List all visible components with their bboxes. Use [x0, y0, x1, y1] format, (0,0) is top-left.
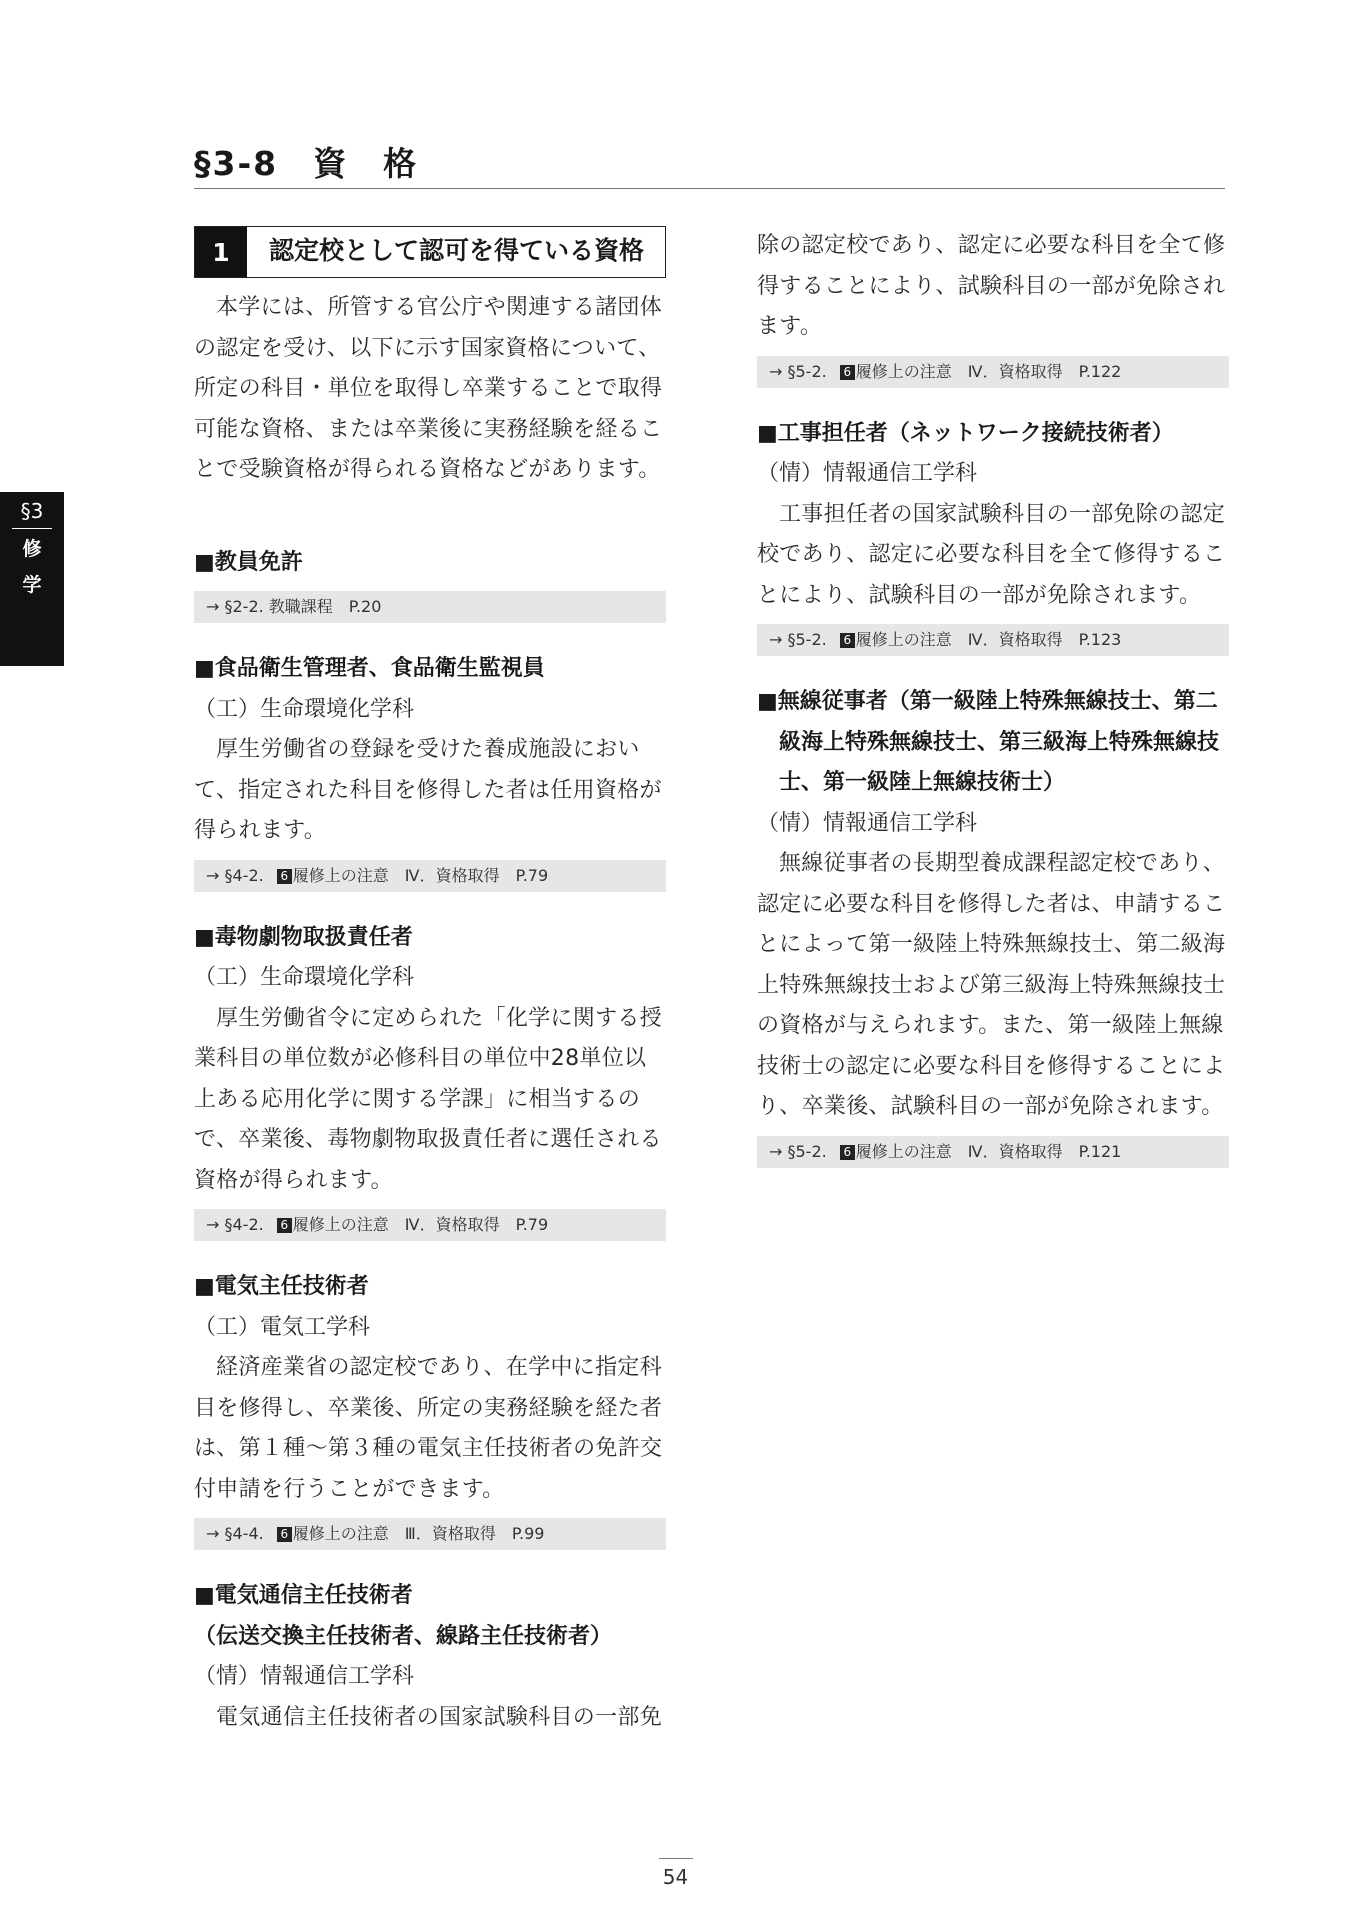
intro-paragraph: 本学には、所管する官公庁や関連する諸団体の認定を受け、以下に示す国家資格について、所定の科目・単位を取得し卒業することで取得可能な資格、または卒業後に実務経験を経ることで受験資格が得られる資格などがあります。	[194, 295, 663, 482]
number-badge: 6	[840, 633, 855, 648]
heading-food-hygiene: ■食品衛生管理者、食品衛生監視員	[194, 656, 545, 681]
reference-poison-handler: → §4-2. 6 履修上の注意 Ⅳ．資格取得 P.79	[194, 1209, 666, 1241]
left-column	[194, 226, 666, 1738]
side-tab-chapter-char-2: 学	[22, 574, 42, 596]
heading-electrical-engineer: ■電気主任技術者	[194, 1274, 369, 1299]
reference-telecom-engineer: → §5-2. 6 履修上の注意 Ⅳ．資格取得 P.122	[757, 356, 1229, 388]
text-food-hygiene: 厚生労働省の登録を受けた養成施設において、指定された科目を修得した者は任用資格が得られます。	[194, 737, 662, 843]
reference-teacher-license: → §2-2. 教職課程 P.20	[194, 591, 666, 623]
number-badge: 6	[277, 869, 292, 884]
reference-construction-supervisor: → §5-2. 6 履修上の注意 Ⅳ．資格取得 P.123	[757, 624, 1229, 656]
page-title: §3-8 資 格	[194, 140, 1225, 189]
reference-electrical-engineer: → §4-4. 6 履修上の注意 Ⅲ．資格取得 P.99	[194, 1518, 666, 1550]
heading-telecom-engineer-sub: （伝送交換主任技術者、線路主任技術者）	[194, 1623, 613, 1649]
number-badge: 6	[840, 1145, 855, 1160]
text-telecom-engineer-cont: 除の認定校であり、認定に必要な科目を全て修得することにより、試験科目の一部が免除されます。	[757, 233, 1226, 339]
number-badge: 6	[277, 1527, 292, 1542]
text-poison-handler: 厚生労働省令に定められた「化学に関する授業科目の単位数が必修科目の単位中28単位以上ある応用化学に関する学課」に相当するので、卒業後、毒物劇物取扱責任者に選任される資格が得られます。	[194, 1005, 663, 1193]
heading-poison-handler: ■毒物劇物取扱責任者	[194, 924, 413, 950]
heading-teacher-license: ■教員免許	[194, 549, 303, 575]
text-telecom-engineer: 電気通信主任技術者の国家試験科目の一部免	[216, 1704, 663, 1730]
page-number: 54	[0, 1858, 1351, 1889]
dept-poison-handler: （工）生命環境化学科	[194, 965, 415, 990]
heading-radio-operator: ■無線従事者（第一級陸上特殊無線技士、第二級海上特殊無線技士、第三級海上特殊無線技士、第一級陸上無線技術士）	[757, 689, 1220, 795]
heading-telecom-engineer: ■電気通信主任技術者	[194, 1583, 413, 1608]
dept-food-hygiene: （工）生命環境化学科	[194, 696, 415, 722]
heading-construction-supervisor: ■工事担任者（ネットワーク接続技術者）	[757, 420, 1174, 446]
side-tab-chapter-char-1: 修	[22, 538, 42, 560]
text-electrical-engineer: 経済産業省の認定校であり、在学中に指定科目を修得し、卒業後、所定の実務経験を経た者は、第１種～第３種の電気主任技術者の免許交付申請を行うことができます。	[194, 1355, 663, 1502]
number-badge: 6	[277, 1218, 292, 1233]
reference-radio-operator: → §5-2. 6 履修上の注意 Ⅳ．資格取得 P.121	[757, 1136, 1229, 1168]
dept-radio-operator: （情）情報通信工学科	[757, 810, 978, 836]
reference-food-hygiene: → §4-2. 6 履修上の注意 Ⅳ．資格取得 P.79	[194, 860, 666, 892]
dept-telecom-engineer: （情）情報通信工学科	[194, 1664, 415, 1689]
text-construction-supervisor: 工事担任者の国家試験科目の一部免除の認定校であり、認定に必要な科目を全て修得することにより、試験科目の一部が免除されます。	[757, 501, 1226, 608]
number-badge: 6	[840, 365, 855, 380]
side-tab-section: §3	[12, 498, 52, 529]
right-column	[757, 226, 1229, 1168]
text-radio-operator: 無線従事者の長期型養成課程認定校であり、認定に必要な科目を修得した者は、申請することによって第一級陸上特殊無線技士、第二級海上特殊無線技士および第三級海上特殊無線技士の資格が与えられます。また、第一級陸上無線技術士の認定に必要な科目を修得することにより、卒業後、試験科目の一部が免除されます。	[757, 851, 1226, 1119]
dept-electrical-engineer: （工）電気工学科	[194, 1314, 371, 1340]
section-box-title	[194, 226, 666, 278]
section-box-number: 1	[195, 227, 247, 277]
chapter-side-tab	[0, 492, 64, 666]
dept-construction-supervisor: （情）情報通信工学科	[757, 461, 978, 486]
section-box-text: 認定校として認可を得ている資格	[269, 236, 645, 265]
